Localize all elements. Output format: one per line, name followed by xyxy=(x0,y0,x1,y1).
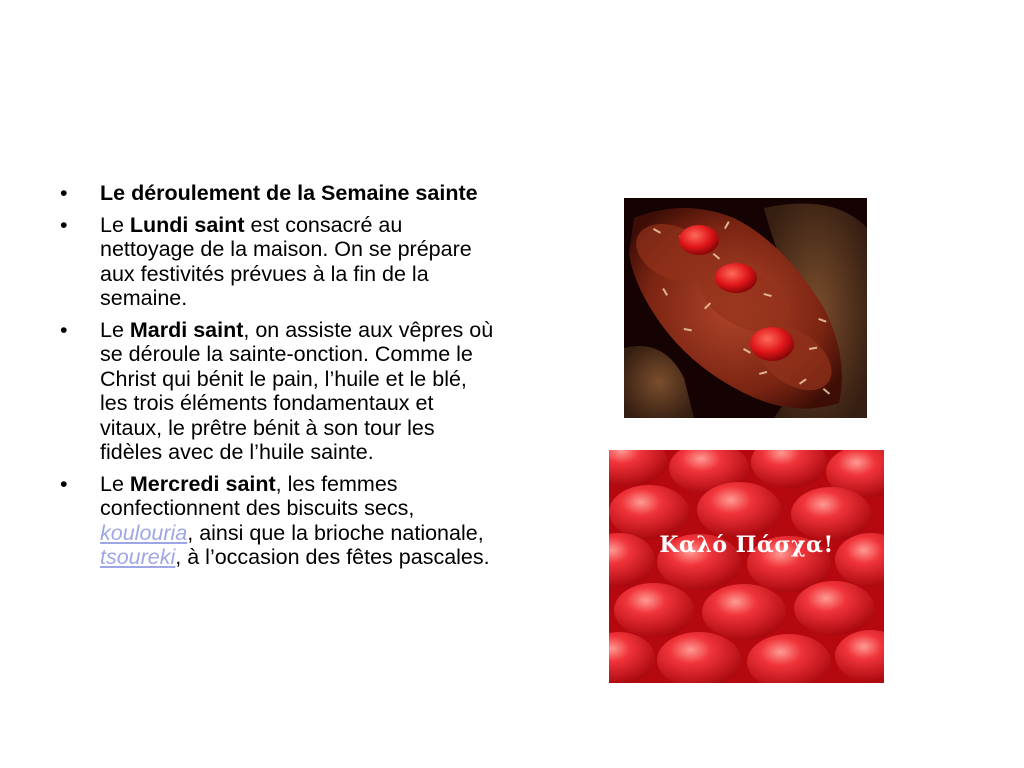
bullet-marker: • xyxy=(60,471,68,496)
bread-illustration xyxy=(624,198,867,418)
bullet-marker: • xyxy=(60,212,68,237)
text-prefix: Le xyxy=(100,212,130,237)
link-koulouria[interactable]: koulouria xyxy=(100,520,188,545)
text-prefix: Le xyxy=(100,471,130,496)
eggs-illustration xyxy=(609,450,884,683)
easter-greeting: Καλό Πάσχα! xyxy=(659,532,834,558)
red-easter-eggs-image xyxy=(609,450,884,683)
bullet-item-mercredi xyxy=(58,472,498,570)
day-name-lundi: Lundi saint xyxy=(129,212,245,237)
text-body: , ainsi que la brioche nationale, xyxy=(187,520,484,545)
bullet-marker: • xyxy=(60,317,68,342)
tsoureki-bread-image xyxy=(624,198,867,418)
bullet-item-mardi xyxy=(58,318,498,465)
text-body: , les femmes confectionnent des biscuits secs, xyxy=(100,471,415,520)
text-body: , à l’occasion des fêtes pascales. xyxy=(175,545,490,569)
bullet-item-title xyxy=(58,181,498,206)
link-tsoureki[interactable]: tsoureki xyxy=(100,545,176,569)
text-prefix: Le xyxy=(100,317,130,342)
bullet-list xyxy=(58,181,498,577)
bullet-item-lundi xyxy=(58,213,498,311)
bullet-marker: • xyxy=(60,181,68,205)
text-body: est consacré au nettoyage de la maison. On se prépare aux festivités prévues à la fin de la semaine. xyxy=(100,212,472,310)
day-name-mercredi: Mercredi saint xyxy=(129,471,276,496)
section-heading: Le déroulement de la Semaine sainte xyxy=(100,181,478,205)
day-name-mardi: Mardi saint xyxy=(129,317,244,342)
text-body: , on assiste aux vêpres où se déroule la sainte-onction. Comme le Christ qui bénit le pain, l’huile et le blé, les trois éléments fondamentaux et vitaux, le prêtre bénit à son tour les fidèles avec de l’huile sainte. xyxy=(100,317,494,464)
